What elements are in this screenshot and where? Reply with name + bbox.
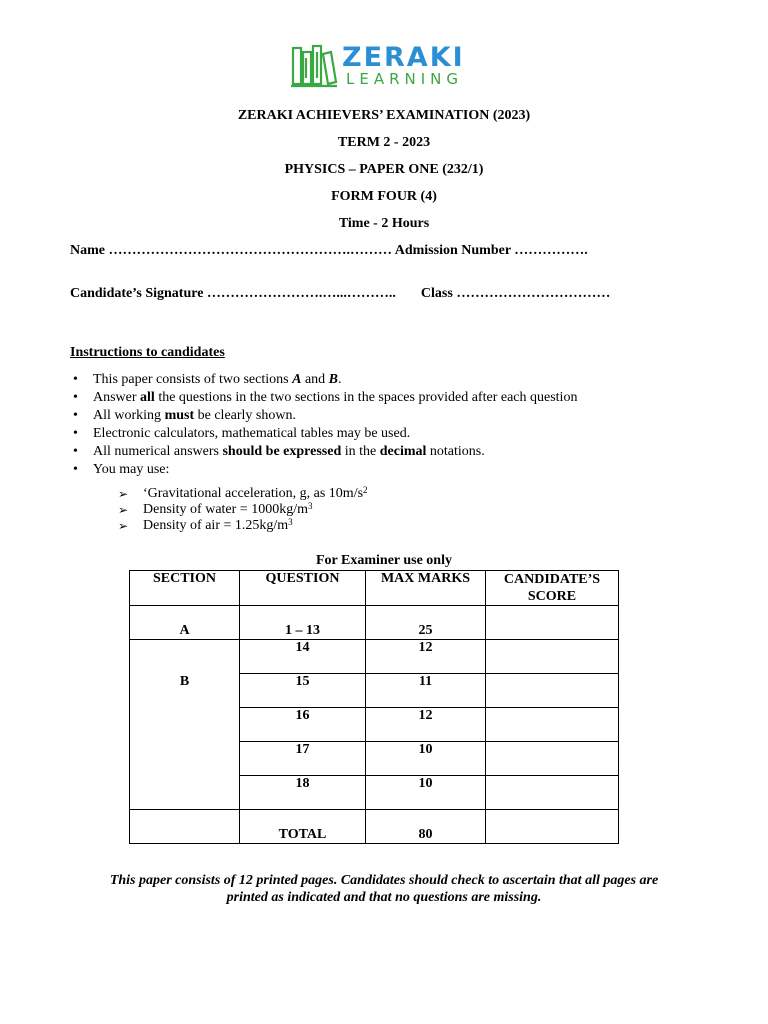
question-cell: 16	[240, 708, 366, 742]
name-label: Name	[70, 243, 105, 258]
total-score-cell[interactable]	[486, 810, 619, 844]
question-cell: 15	[240, 674, 366, 708]
max-marks-cell: 10	[366, 742, 486, 776]
score-cell[interactable]	[486, 640, 619, 674]
footer-note	[0, 872, 768, 906]
instructions-list	[70, 371, 710, 479]
total-value: 80	[366, 810, 486, 844]
max-marks-cell: 25	[366, 606, 486, 640]
admission-dots: …………….	[514, 243, 588, 258]
constant-item: ➢ Density of air = $1.25kg/m^3$	[118, 517, 293, 533]
examiner-table	[129, 570, 619, 844]
zeraki-logo	[290, 40, 490, 92]
max-marks-cell: 12	[366, 708, 486, 742]
score-cell[interactable]	[486, 708, 619, 742]
score-cell[interactable]	[486, 674, 619, 708]
instruction-item: • All numerical answers should be expressed in the decimal notations.	[73, 444, 485, 459]
empty-cell	[130, 810, 240, 844]
score-cell[interactable]	[486, 742, 619, 776]
logo-name-top: ZERAKI	[342, 42, 465, 73]
books-icon	[290, 42, 338, 90]
column-header: MAX MARKS	[366, 571, 486, 606]
total-row	[130, 810, 619, 844]
signature-dots: …………………….…...………..	[206, 286, 396, 301]
name-dots: …………………………………………….………	[108, 243, 392, 258]
name-field[interactable]	[70, 243, 588, 259]
exam-term: TERM 2 - 2023	[337, 135, 431, 150]
instruction-item: • This paper consists of two sections A and B.	[73, 372, 342, 387]
instruction-item: • All working must be clearly shown.	[73, 408, 296, 423]
constant-item: ➢ Density of water = $1000kg/m^3$	[118, 501, 313, 517]
class-label: Class	[420, 286, 453, 301]
class-dots: ……………………………	[456, 286, 611, 301]
max-marks-cell: 11	[366, 674, 486, 708]
footer-line-2: printed as indicated and that no questions are missing.	[226, 890, 542, 905]
question-cell: 17	[240, 742, 366, 776]
arrow-bullet-icon: ➢	[118, 519, 129, 533]
section-cell: B	[130, 640, 240, 810]
question-cell: 18	[240, 776, 366, 810]
table-row	[130, 606, 619, 640]
examiner-heading: For Examiner use only	[316, 553, 452, 568]
table-row	[130, 640, 619, 674]
exam-form: FORM FOUR (4)	[331, 189, 437, 204]
signature-label: Candidate’s Signature	[70, 286, 204, 301]
score-cell[interactable]	[486, 606, 619, 640]
arrow-bullet-icon: ➢	[118, 487, 129, 501]
arrow-bullet-icon: ➢	[118, 503, 129, 517]
instruction-item: • You may use:	[73, 462, 170, 477]
question-cell: 14	[240, 640, 366, 674]
logo-name-bottom: LEARNING	[346, 70, 464, 88]
max-marks-cell: 10	[366, 776, 486, 810]
column-header: SECTION	[130, 571, 240, 606]
section-cell: A	[130, 606, 240, 640]
exam-time: Time - 2 Hours	[338, 216, 430, 231]
max-marks-cell: 12	[366, 640, 486, 674]
instructions-heading: Instructions to candidates	[70, 345, 225, 360]
signature-field[interactable]	[70, 286, 610, 302]
instruction-item: • Answer all the questions in the two sections in the spaces provided after each question	[73, 390, 578, 405]
footer-line-1: This paper consists of 12 printed pages. Candidates should check to ascertain that all pages are	[109, 873, 659, 888]
constants-list	[118, 486, 368, 534]
column-header: QUESTION	[240, 571, 366, 606]
score-cell[interactable]	[486, 776, 619, 810]
column-header: CANDIDATE’S SCORE	[486, 571, 619, 606]
table-header-row	[130, 571, 619, 606]
constant-item: ➢ ‘Gravitational acceleration, g, as $10m/s^2$	[118, 485, 368, 501]
instruction-item: • Electronic calculators, mathematical tables may be used.	[73, 426, 411, 441]
total-label: TOTAL	[240, 810, 366, 844]
exam-paper: PHYSICS – PAPER ONE (232/1)	[284, 162, 484, 177]
question-cell: 1 – 13	[240, 606, 366, 640]
admission-label: Admission Number	[394, 243, 511, 258]
exam-title: ZERAKI ACHIEVERS’ EXAMINATION (2023)	[237, 108, 531, 123]
